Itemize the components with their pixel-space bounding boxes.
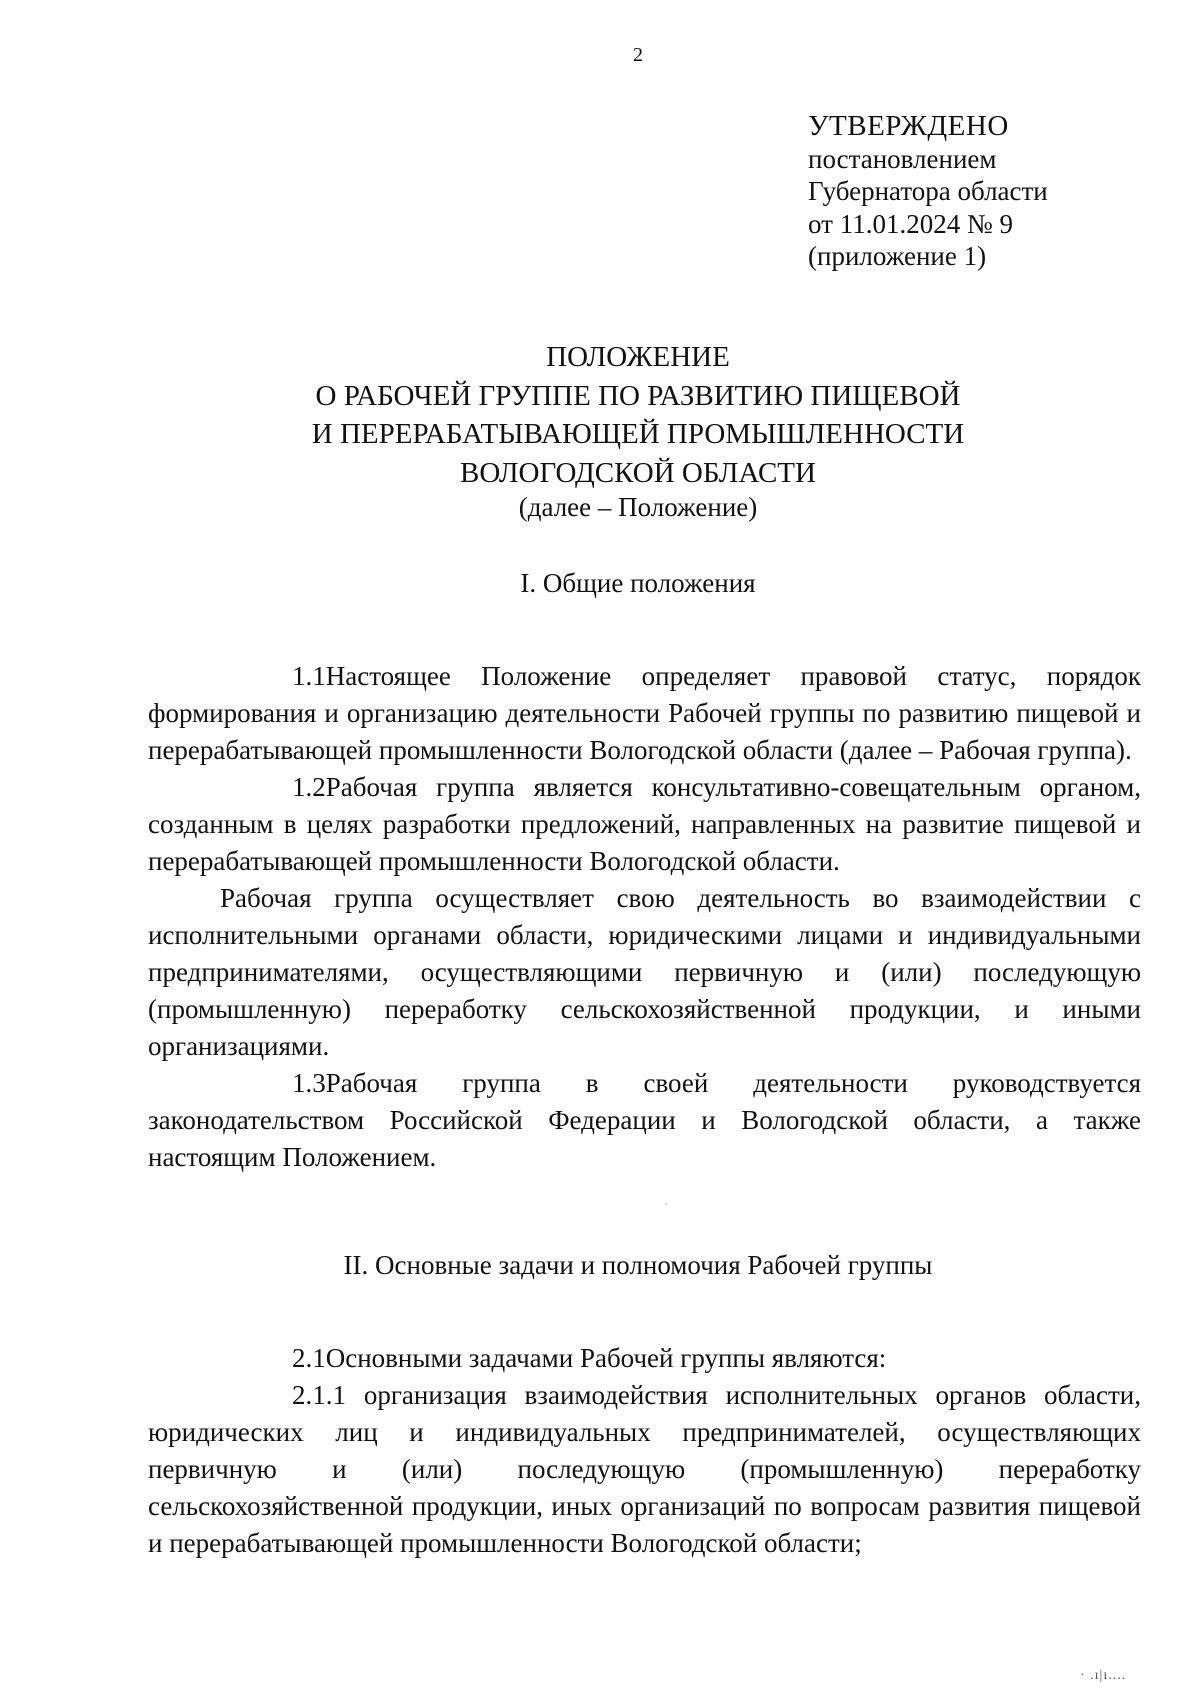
approval-line: (приложение 1) — [808, 241, 987, 271]
paragraph-1-2-continued — [148, 880, 1141, 1065]
paragraph-number: 2.1.1 — [292, 1380, 346, 1410]
paragraph-text: Рабочая группа в своей деятельности руководствуется законодательством Российской Федерации и Вологодской области, а также настоящим Положением. — [148, 1068, 1141, 1172]
page-number: 2 — [633, 44, 643, 66]
title-line: ВОЛОГОДСКОЙ ОБЛАСТИ — [460, 456, 816, 489]
paragraph-1-1 — [148, 658, 1141, 769]
section-1-body — [148, 658, 1141, 1176]
title-line: И ПЕРЕРАБАТЫВАЮЩЕЙ ПРОМЫШЛЕННОСТИ — [311, 418, 965, 450]
paragraph-2-1-1 — [148, 1377, 1141, 1562]
section-heading-1: I. Общие положения — [520, 568, 756, 598]
paragraph-number: 1.2 — [292, 772, 326, 802]
paragraph-2-1 — [148, 1340, 1141, 1377]
approval-stamp-block — [808, 110, 1048, 273]
paragraph-1-3 — [148, 1065, 1141, 1176]
footer-scan-marks: · .ı|ı.... — [1080, 1668, 1127, 1683]
paragraph-text: организация взаимодействия исполнительных органов области, юридических лиц и индивидуальных предпринимателей, осуществляющих первичную и (или) последующую (промышленную) переработку сельскохозяйственной продукции, иных организаций по вопросам развития пищевой и перерабатывающей промышленности Вологодской области; — [148, 1380, 1142, 1558]
document-subtitle: (далее – Положение) — [518, 492, 758, 522]
paragraph-text: Рабочая группа является консультативно-совещательным органом, созданным в целях разработки предложений, направленных на развитие пищевой и перерабатывающей промышленности Вологодской области. — [148, 772, 1141, 876]
approval-title: УТВЕРЖДЕНО — [808, 110, 1009, 142]
paragraph-number: 2.1 — [292, 1343, 326, 1373]
title-line: О РАБОЧЕЙ ГРУППЕ ПО РАЗВИТИЮ ПИЩЕВОЙ — [315, 379, 961, 412]
document-title — [0, 338, 1200, 492]
title-line: ПОЛОЖЕНИЕ — [546, 341, 730, 373]
approval-line: постановлением — [808, 143, 997, 174]
paragraph-text: Основными задачами Рабочей группы являются: — [325, 1343, 887, 1373]
paragraph-text: Настоящее Положение определяет правовой статус, порядок формирования и организацию деятельности Рабочей группы по развитию пищевой и перерабатывающей промышленности Вологодской области (далее – Рабочая группа). — [148, 661, 1141, 765]
section-heading-2: II. Основные задачи и полномочия Рабочей группы — [343, 1250, 933, 1280]
section-2-body — [148, 1340, 1141, 1562]
paragraph-1-2 — [148, 769, 1141, 880]
approval-line: Губернатора области — [808, 176, 1048, 206]
paragraph-number: 1.1 — [292, 661, 326, 691]
paragraph-number: 1.3 — [292, 1068, 326, 1098]
paragraph-text: Рабочая группа осуществляет свою деятельность во взаимодействии с исполнительными органами области, юридическими лицами и индивидуальными предпринимателями, осуществляющими первичную и (или) последующую (промышленную) переработку сельскохозяйственной продукции, и иными организациями. — [148, 883, 1141, 1061]
approval-line: от 11.01.2024 № 9 — [808, 208, 1013, 239]
scan-artifact-dot — [665, 1203, 667, 1205]
